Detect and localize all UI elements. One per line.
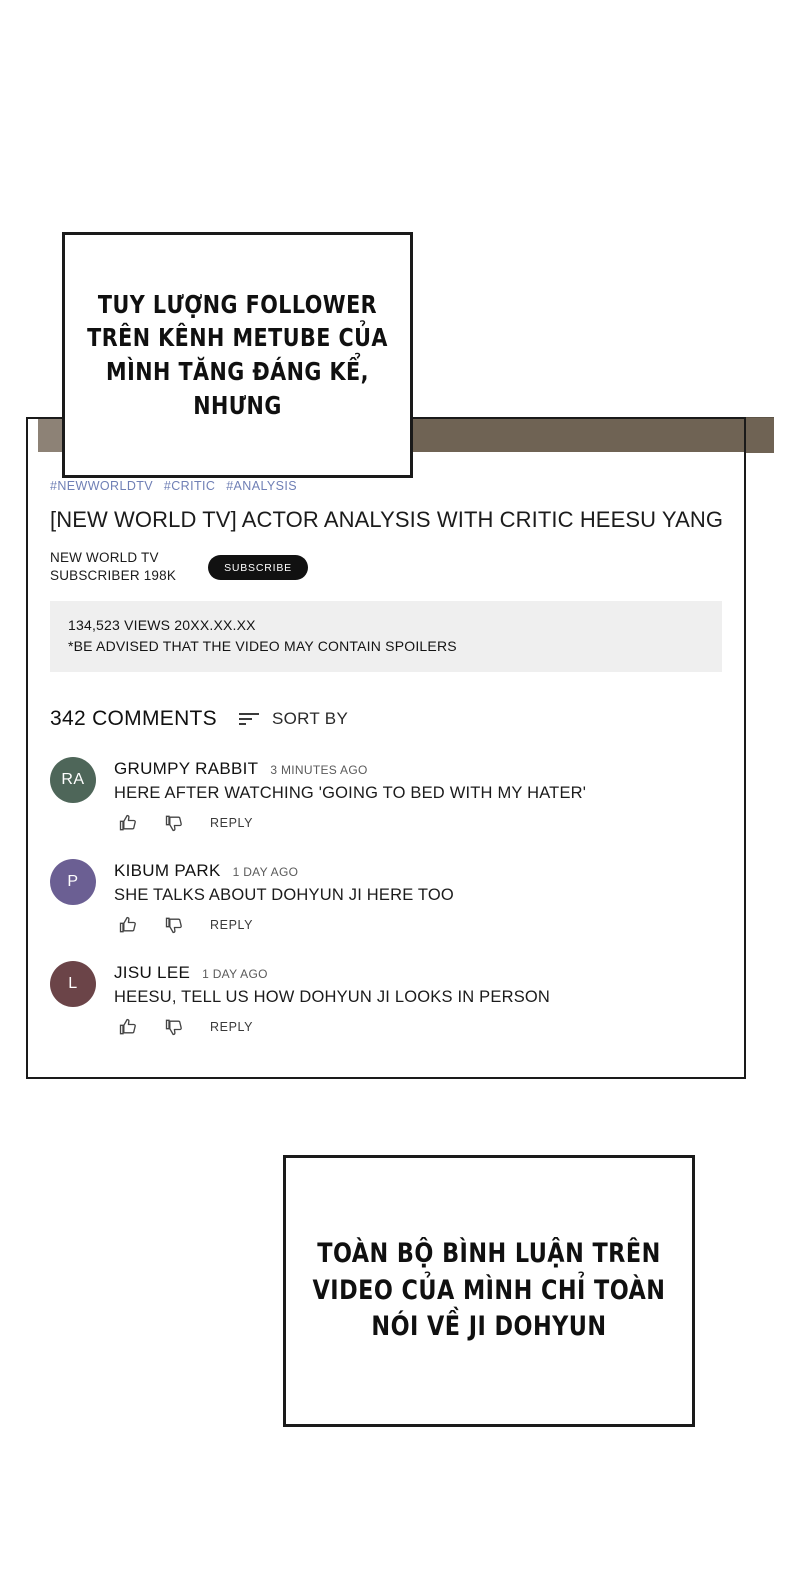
video-tags <box>50 479 722 493</box>
comment-author[interactable]: KIBUM PARK <box>114 861 221 881</box>
comments-header <box>50 707 722 731</box>
comment-actions <box>118 915 454 935</box>
topbar-chunk-right <box>388 419 744 452</box>
avatar[interactable]: RA <box>50 757 96 803</box>
video-views: 134,523 VIEWS 20XX.XX.XX <box>68 617 256 634</box>
video-page-panel <box>26 417 746 1079</box>
thumbs-down-icon[interactable] <box>164 1017 184 1037</box>
video-tag[interactable]: #NEWWORLDTV <box>50 479 154 493</box>
thumbs-down-icon[interactable] <box>164 813 184 833</box>
comment-item <box>50 961 722 1037</box>
narration-box-top <box>62 232 413 478</box>
comment-author[interactable]: JISU LEE <box>114 963 191 983</box>
video-title: [NEW WORLD TV] ACTOR ANALYSIS WITH CRITIC HEESU YANG <box>50 507 724 532</box>
video-tag[interactable]: #CRITIC <box>163 479 216 493</box>
thumbs-up-icon[interactable] <box>118 813 138 833</box>
channel-row <box>50 549 722 585</box>
subscribe-button[interactable]: SUBSCRIBE <box>208 555 308 580</box>
channel-name: NEW WORLD TV <box>50 550 159 565</box>
narration-text-top: TUY LƯỢNG FOLLOWER TRÊN KÊNH METUBE CỦA MÌNH TĂNG ĐÁNG KỂ, NHƯNG <box>87 289 388 420</box>
channel-info[interactable] <box>50 549 176 585</box>
reply-button[interactable]: REPLY <box>210 1020 254 1035</box>
video-tag[interactable]: #ANALYSIS <box>226 479 297 493</box>
comment-item <box>50 757 722 833</box>
spoiler-notice: *BE ADVISED THAT THE VIDEO MAY CONTAIN SPOILERS <box>68 638 457 655</box>
comment-actions <box>118 813 586 833</box>
channel-subscribers: SUBSCRIBER 198K <box>50 568 177 584</box>
comment-item <box>50 859 722 935</box>
comment-text: SHE TALKS ABOUT DOHYUN JI HERE TOO <box>114 886 454 905</box>
comment-timestamp: 1 DAY AGO <box>232 865 299 880</box>
comment-author[interactable]: GRUMPY RABBIT <box>114 759 259 779</box>
comment-text: HERE AFTER WATCHING 'GOING TO BED WITH MY HATER' <box>114 784 587 803</box>
sort-icon[interactable] <box>239 710 259 728</box>
thumbs-down-icon[interactable] <box>164 915 184 935</box>
comment-text: HEESU, TELL US HOW DOHYUN JI LOOKS IN PERSON <box>114 988 551 1007</box>
thumbs-up-icon[interactable] <box>118 915 138 935</box>
reply-button[interactable]: REPLY <box>210 918 254 933</box>
comment-actions <box>118 1017 550 1037</box>
sort-by-button[interactable]: SORT BY <box>271 709 349 729</box>
avatar[interactable]: L <box>50 961 96 1007</box>
video-info-box <box>50 601 722 672</box>
comment-timestamp: 1 DAY AGO <box>202 967 268 982</box>
narration-text-bottom: TOÀN BỘ BÌNH LUẬN TRÊN VIDEO CỦA MÌNH CHỈ TOÀN NÓI VỀ JI DOHYUN <box>312 1238 666 1343</box>
comments-count: 342 COMMENTS <box>50 707 217 731</box>
narration-box-bottom <box>283 1155 695 1427</box>
comment-timestamp: 3 MINUTES AGO <box>270 763 368 778</box>
avatar[interactable]: P <box>50 859 96 905</box>
thumbs-up-icon[interactable] <box>118 1017 138 1037</box>
reply-button[interactable]: REPLY <box>210 816 254 831</box>
